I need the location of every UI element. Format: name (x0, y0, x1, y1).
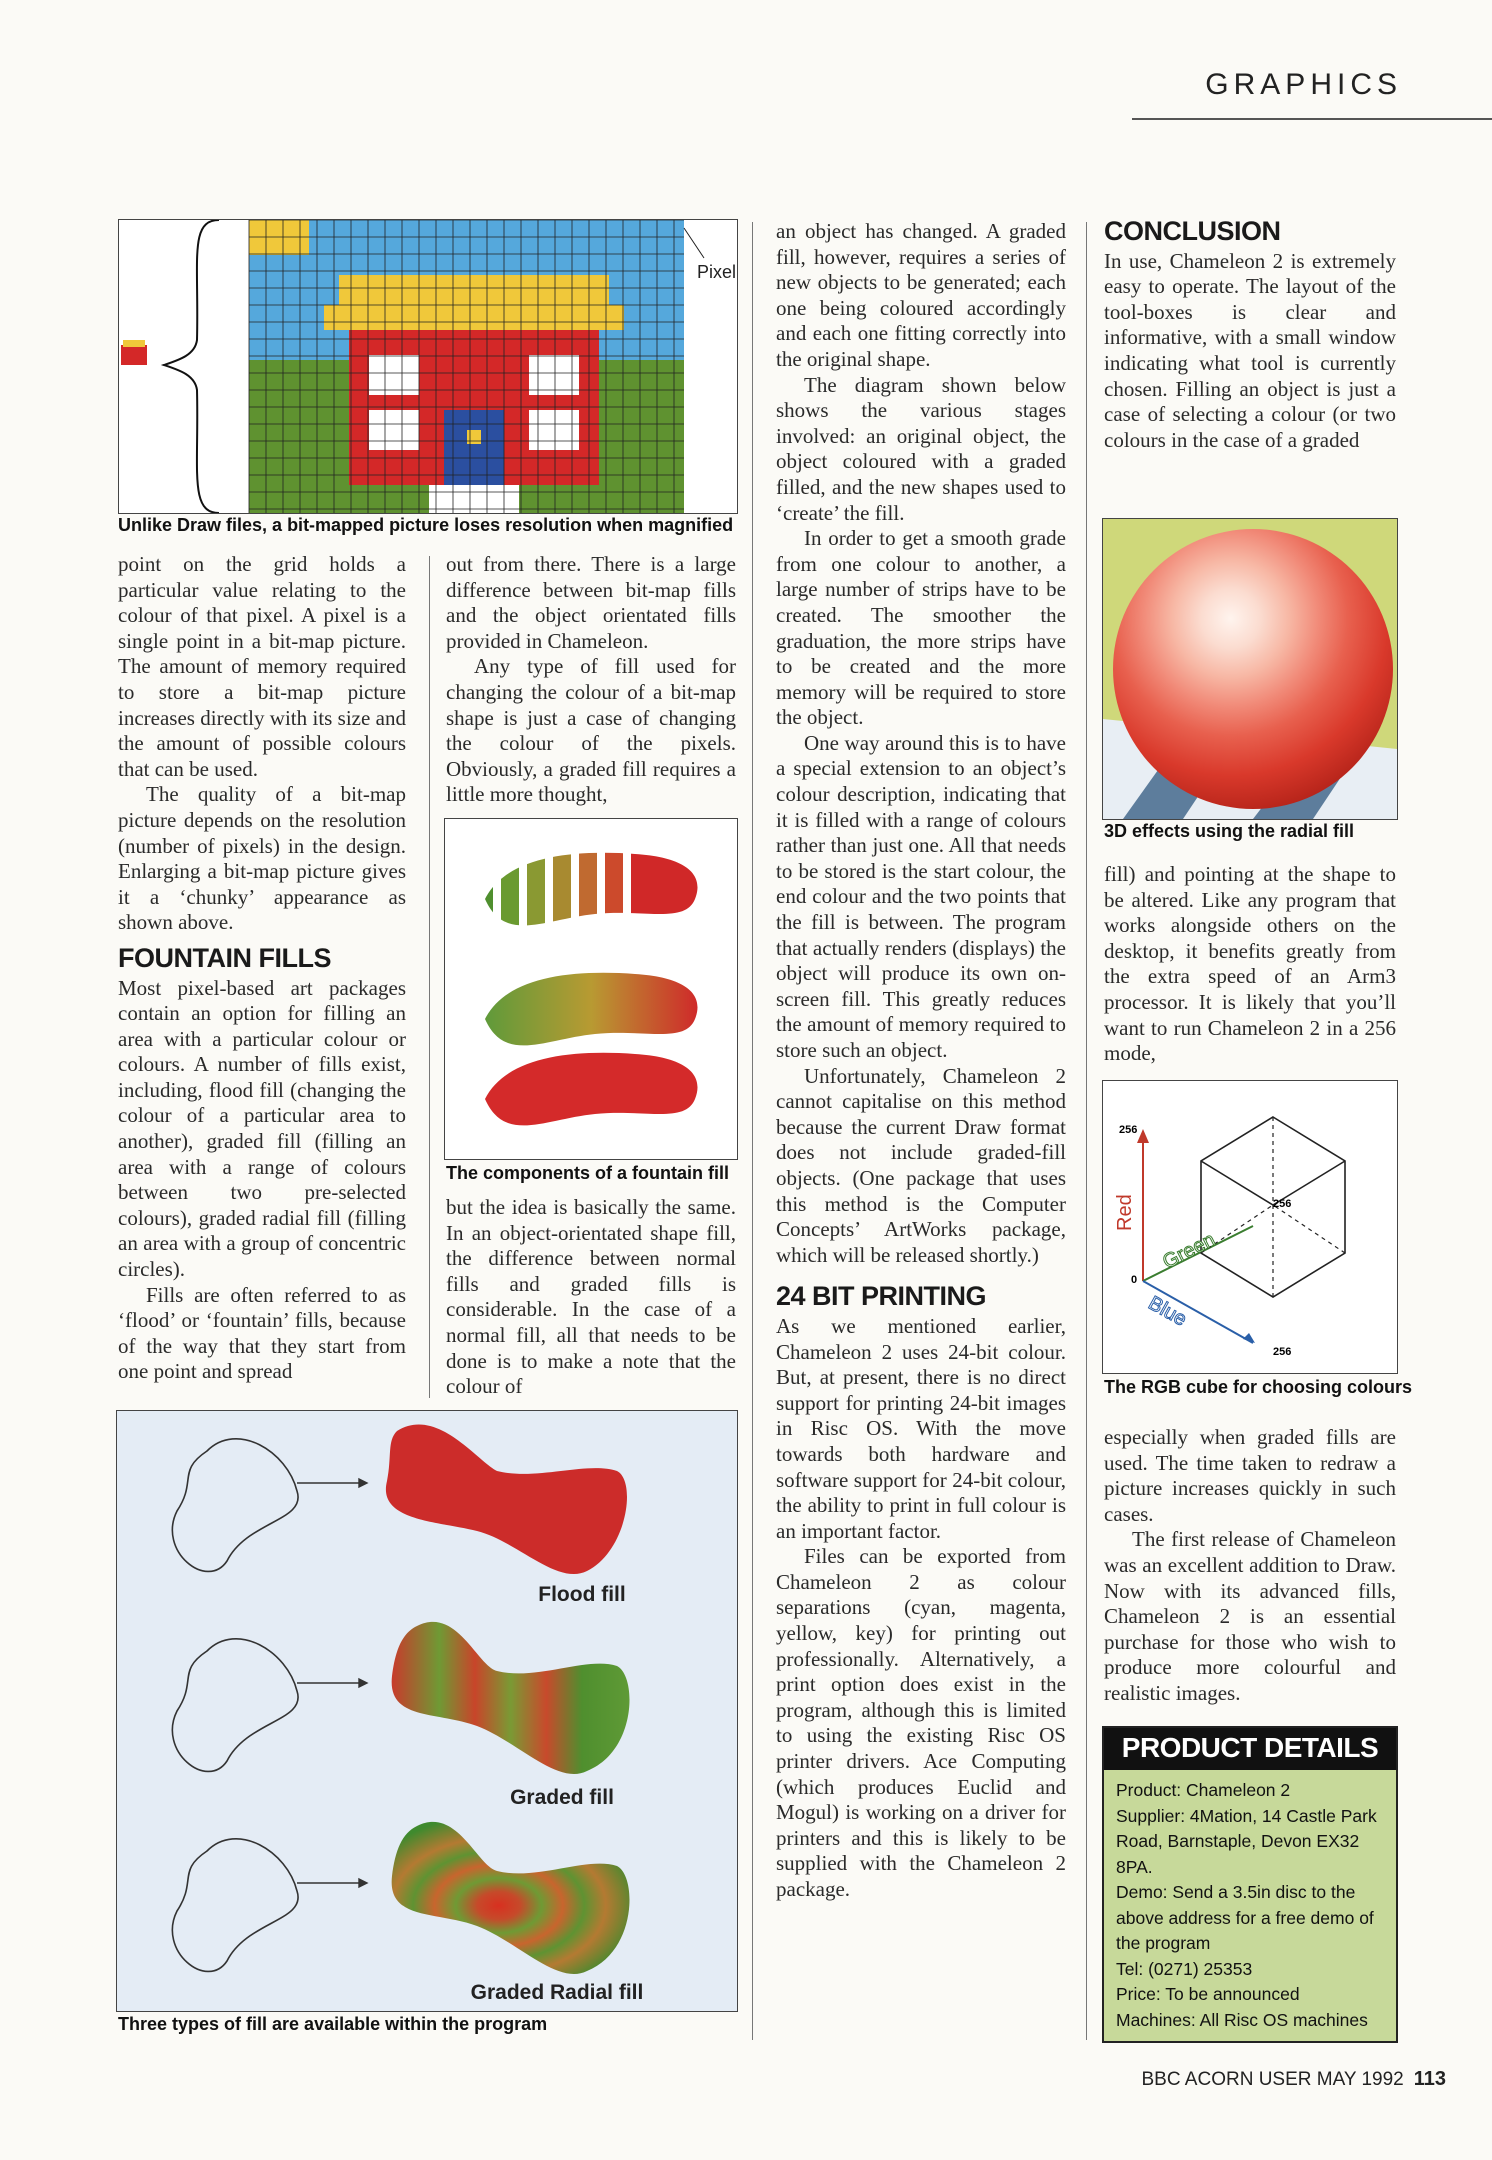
header-rule (1132, 118, 1492, 120)
magnify-brace (164, 220, 219, 513)
product-price: Price: To be announced (1116, 1984, 1300, 2004)
graded-fill-label: Graded fill (510, 1786, 614, 1809)
rgb-tick-top: 256 (1119, 1124, 1138, 1136)
rgb-cube-svg (1103, 1081, 1397, 1373)
graded-fill-shape (392, 1622, 630, 1774)
bitmap-house-figure (118, 219, 738, 514)
rgb-axis-red-label: Red (1114, 1194, 1136, 1231)
col2-paragraph-1: out from there. There is a large difference between bit-map fills and the object orientated fills provided in Chameleon. (446, 552, 736, 653)
rgb-cube-figure (1102, 1080, 1398, 1374)
product-tel: Tel: (0271) 25353 (1116, 1958, 1253, 1979)
product-name: Product: Chameleon 2 (1116, 1780, 1291, 1800)
window-top-left (369, 355, 419, 395)
product-details-body (1104, 1770, 1396, 2041)
graded-radial-fill-label: Graded Radial fill (470, 1981, 644, 2004)
outline-shapes (172, 1439, 298, 1972)
window-top-right (529, 355, 579, 395)
col4-paragraph-2: fill) and pointing at the shape to be altered. Like any program that works alongside others on the desktop, it benefits greatly from the extra speed of an Arm3 processor. It is likely that you’ll want to run Chameleon 2 in a 256 mode, (1104, 862, 1396, 1066)
col3-paragraph-4: One way around this is to have a special extension to an object’s colour description, indicating that it is filled with a range of colours rather than just one. All that needs to be stored is the start colour, the end colour and the two points that the fill is between. The program that actually renders (displays) the object will produce its own on-screen fill. This greatly reduces the amount of memory required to store such an object. (776, 730, 1066, 1062)
radial-fill-svg (1103, 519, 1397, 819)
column-rule-1 (429, 556, 430, 1398)
column-3 (776, 219, 1066, 1903)
col1-paragraph-1: point on the grid holds a particular value relating to the colour of that pixel. A pixel is a single point in a bit-map picture. The amount of memory required to store a bit-map picture increases directly with its size and the amount of possible colours that can be used. (118, 552, 406, 781)
graded-radial-fill-shape (392, 1822, 630, 1974)
col1-paragraph-3: Most pixel-based art packages contain an option for filling an area with a particular colour or colours. A number of fills exist, including, flood fill (changing the colour of a particular area to another), graded fill (filling an area with a range of colours between two pre-selected colours), graded radial fill (filling an area with a group of concentric circles). (118, 975, 406, 1282)
col1-paragraph-4: Fills are often referred to as ‘flood’ or ‘fountain’ fills, because of the way that they start from one point and spread (118, 1282, 406, 1384)
product-details-box (1102, 1726, 1398, 2043)
rgb-axis-blue-label: Blue (1144, 1292, 1191, 1331)
product-demo: Demo: Send a 3.5in disc to the above address for a free demo of the program (1116, 1882, 1374, 1953)
col3-paragraph-3: In order to get a smooth grade from one colour to another, a large number of strips have to be created. The smoother the graduation, the more strips have to be created and the more memory will be required to store the object. (776, 526, 1066, 730)
rgb-cube-caption: The RGB cube for choosing colours (1104, 1377, 1413, 1397)
rgb-axis-green-label: Green (1159, 1228, 1219, 1274)
24-bit-printing-heading: 24 BIT PRINTING (776, 1281, 987, 1312)
house-thumbnail-roof (123, 340, 145, 347)
product-supplier: Supplier: 4Mation, 14 Castle Park Road, Barnstaple, Devon EX32 8PA. (1116, 1805, 1377, 1877)
col1-paragraph-2: The quality of a bit-map picture depends on the resolution (number of pixels) in the design. Enlarging a bit-map picture gives it a ‘chunky’ appearance as shown above. (118, 782, 406, 935)
product-machines: Machines: All Risc OS machines (1116, 2009, 1368, 2030)
column-2-top (446, 552, 736, 808)
col3-paragraph-2: The diagram shown below shows the various stages involved: an original object, the object coloured with a graded filled, and the new shapes used to ‘create’ the fill. (776, 372, 1066, 525)
rgb-tick-right: 256 (1273, 1346, 1292, 1358)
col4-paragraph-1: In use, Chameleon 2 is extremely easy to operate. The layout of the tool-boxes is clear and informative, with a small window indicating what tool is currently chosen. Filling an object is just a case of selecting a colour (or two colours in the case of a graded (1104, 248, 1396, 452)
fountain-fill-caption: The components of a fountain fill (446, 1163, 729, 1183)
radial-fill-caption: 3D effects using the radial fill (1104, 821, 1355, 841)
roof-eave (324, 305, 624, 330)
column-2-bottom (446, 1195, 736, 1400)
bitmap-house-caption: Unlike Draw files, a bit-mapped picture loses resolution when magnified (118, 515, 734, 535)
fill-types-svg (117, 1411, 737, 2011)
product-details-title: PRODUCT DETAILS (1104, 1728, 1396, 1770)
column-4-bottom (1104, 1425, 1396, 1707)
column-4-top (1104, 216, 1396, 453)
flood-fill-shape (386, 1425, 627, 1574)
window-bottom-left (369, 410, 419, 450)
col2-paragraph-3: but the idea is basically the same. In an object-orientated shape fill, the difference between normal fills and graded fills is considerable. In the case of a normal fill, all that needs to be done is to make a note that the colour of (446, 1195, 736, 1399)
window-bottom-right (529, 410, 579, 450)
magazine-issue: BBC ACORN USER MAY 1992 (1141, 2069, 1404, 2090)
fountain-fill-svg (445, 819, 737, 1159)
col3-paragraph-1: an object has changed. A graded fill, however, requires a series of new objects to be generated; each one being coloured accordingly and each one fitting correctly into the original shape. (776, 219, 1066, 371)
rgb-tick-origin: 0 (1131, 1274, 1138, 1286)
door-knob (467, 430, 481, 444)
column-rule-3 (1086, 222, 1087, 2040)
pixel-label: Pixel (697, 262, 737, 282)
page-number: 113 (1413, 2068, 1446, 2090)
red-arrow (1137, 1129, 1149, 1143)
section-heading: GRAPHICS (1205, 68, 1402, 101)
flood-blob (485, 1053, 698, 1126)
graded-blob (485, 973, 698, 1046)
radial-fill-figure (1102, 518, 1398, 820)
conclusion-heading: CONCLUSION (1104, 216, 1281, 246)
col4-paragraph-4: The first release of Chameleon was an excellent addition to Draw. Now with its advanced fills, Chameleon 2 is an essential purchase for those who wish to produce more colourful and realistic images. (1104, 1527, 1396, 1705)
arrows (297, 1479, 367, 1887)
col4-paragraph-3: especially when graded fills are used. The time taken to redraw a picture increases quickly in such cases. (1104, 1425, 1396, 1526)
column-4-middle (1104, 862, 1396, 1067)
col2-paragraph-2: Any type of fill used for changing the colour of a bit-map shape is just a case of changing the colour of the pixels. Obviously, a graded fill requires a little more thought, (446, 654, 736, 807)
fountain-fill-figure (444, 818, 738, 1160)
fill-types-caption: Three types of fill are available within the program (118, 2014, 548, 2034)
column-1 (118, 552, 406, 1385)
bitmap-house-svg (119, 220, 737, 513)
column-rule-2 (752, 222, 753, 2040)
page-footer (1142, 2068, 1447, 2091)
fill-types-figure (116, 1410, 738, 2012)
fountain-strips (475, 839, 711, 959)
col3-paragraph-7: Files can be exported from Chameleon 2 as colour separations (cyan, magenta, yellow, key) for printing out professionally. Alternatively, a print option does exist in the program, although this is limited to using the existing Risc OS printer drivers. Ace Computing (which produces Euclid and Mogul) is working on a driver for printers and this is likely to be supplied with the Chameleon 2 package. (776, 1544, 1066, 1901)
house-thumbnail (121, 345, 147, 365)
col3-paragraph-6: As we mentioned earlier, Chameleon 2 uses 24-bit colour. But, at present, there is no direct support for printing 24-bit images in Risc OS. With the move towards both hardware and software support for 24-bit colour, the ability to print in full colour is an important factor. (776, 1313, 1066, 1543)
rgb-tick-mid: 256 (1273, 1198, 1292, 1210)
flood-fill-label: Flood fill (538, 1583, 626, 1606)
col3-paragraph-5: Unfortunately, Chameleon 2 cannot capitalise on this method because the current Draw format does not include graded-fill objects. (One package that uses this method is the Computer Concepts’ ArtWorks package, which will be released shortly.) (776, 1063, 1066, 1267)
fountain-fills-heading: FOUNTAIN FILLS (118, 942, 331, 973)
